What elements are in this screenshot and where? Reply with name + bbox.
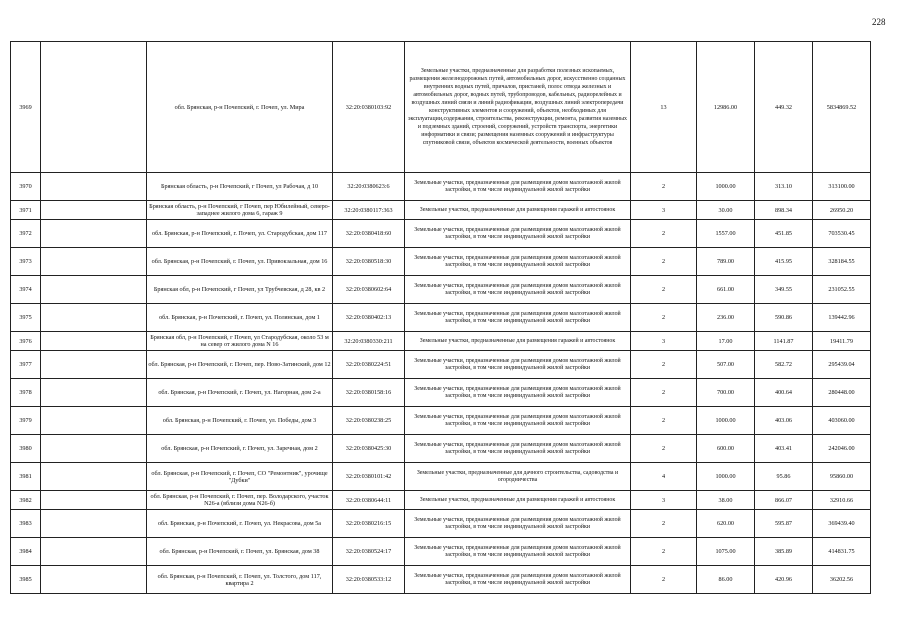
specific-value-cell: 449.32: [755, 42, 813, 173]
cadastral-number-cell: 32:20:0380425:30: [333, 435, 405, 463]
area-cell: 620.00: [697, 510, 755, 538]
area-cell: 17.00: [697, 332, 755, 351]
table-row: [11, 173, 871, 201]
address-cell: обл. Брянская, р-н Почепский, г. Почеп, ул. Брянская, дом 38: [147, 538, 333, 566]
table-row: [11, 538, 871, 566]
specific-value-cell: 582.72: [755, 351, 813, 379]
empty-cell: [41, 407, 147, 435]
cadastral-number-cell: 32:20:0380224:51: [333, 351, 405, 379]
empty-cell: [41, 42, 147, 173]
table-row: [11, 510, 871, 538]
table-row: [11, 248, 871, 276]
cadastral-value-cell: 19411.79: [813, 332, 871, 351]
group-cell: 2: [631, 351, 697, 379]
land-use-cell: Земельные участки, предназначенные для размещения домов малоэтажной жилой застройки, в том числе индивидуальной жилой застройки: [405, 220, 631, 248]
address-cell: обл. Брянская, р-н Почепский, г. Почеп, пер. Володарского, участок N26-а (вблизи дома N26-б): [147, 491, 333, 510]
cadastral-value-cell: 231052.55: [813, 276, 871, 304]
table-row: [11, 463, 871, 491]
group-cell: 2: [631, 435, 697, 463]
table-row: [11, 42, 871, 173]
area-cell: 12986.00: [697, 42, 755, 173]
cadastral-value-cell: 32910.66: [813, 491, 871, 510]
row-number-cell: 3980: [11, 435, 41, 463]
cadastral-value-cell: 328184.55: [813, 248, 871, 276]
cadastral-number-cell: 32:20:0380524:17: [333, 538, 405, 566]
area-cell: 236.00: [697, 304, 755, 332]
specific-value-cell: 420.96: [755, 566, 813, 594]
cadastral-number-cell: 32:20:0380533:12: [333, 566, 405, 594]
cadastral-number-cell: 32:20:0380216:15: [333, 510, 405, 538]
row-number-cell: 3982: [11, 491, 41, 510]
specific-value-cell: 898.34: [755, 201, 813, 220]
specific-value-cell: 385.89: [755, 538, 813, 566]
cadastral-number-cell: 32:20:0380623:6: [333, 173, 405, 201]
group-cell: 2: [631, 407, 697, 435]
table-row: [11, 332, 871, 351]
empty-cell: [41, 379, 147, 407]
area-cell: 661.00: [697, 276, 755, 304]
table-row: [11, 201, 871, 220]
land-use-cell: Земельные участки, предназначенные для размещения домов малоэтажной жилой застройки, в том числе индивидуальной жилой застройки: [405, 304, 631, 332]
area-cell: 789.00: [697, 248, 755, 276]
table-body: [11, 42, 871, 594]
specific-value-cell: 866.07: [755, 491, 813, 510]
specific-value-cell: 403.41: [755, 435, 813, 463]
address-cell: обл. Брянская, р-н Почепский, г. Почеп, СО "Ремонтник", урочище "Дубки": [147, 463, 333, 491]
specific-value-cell: 95.86: [755, 463, 813, 491]
cadastral-number-cell: 32:20:0380602:64: [333, 276, 405, 304]
row-number-cell: 3983: [11, 510, 41, 538]
table-row: [11, 220, 871, 248]
area-cell: 1000.00: [697, 173, 755, 201]
land-use-cell: Земельные участки, предназначенные для размещения гаражей и автостоянок: [405, 332, 631, 351]
row-number-cell: 3979: [11, 407, 41, 435]
group-cell: 2: [631, 220, 697, 248]
row-number-cell: 3981: [11, 463, 41, 491]
row-number-cell: 3978: [11, 379, 41, 407]
group-cell: 2: [631, 276, 697, 304]
area-cell: 1000.00: [697, 463, 755, 491]
row-number-cell: 3969: [11, 42, 41, 173]
address-cell: обл. Брянская, р-н Почепский, г. Почеп, ул. Некрасова, дом 5а: [147, 510, 333, 538]
group-cell: 2: [631, 304, 697, 332]
row-number-cell: 3972: [11, 220, 41, 248]
row-number-cell: 3970: [11, 173, 41, 201]
address-cell: Брянская обл, р-н Почепский, г Почеп, ул Трубчевская, д 28, кв 2: [147, 276, 333, 304]
cadastral-value-cell: 703530.45: [813, 220, 871, 248]
land-use-cell: Земельные участки, предназначенные для размещения гаражей и автостоянок: [405, 201, 631, 220]
cadastral-number-cell: 32:20:0380101:42: [333, 463, 405, 491]
group-cell: 2: [631, 248, 697, 276]
empty-cell: [41, 463, 147, 491]
cadastral-value-cell: 95860.00: [813, 463, 871, 491]
land-use-cell: Земельные участки, предназначенные для размещения домов малоэтажной жилой застройки, в том числе индивидуальной жилой застройки: [405, 173, 631, 201]
cadastral-value-table-container: [10, 41, 871, 594]
row-number-cell: 3971: [11, 201, 41, 220]
table-row: [11, 351, 871, 379]
address-cell: обл. Брянская, р-н Почепский, г. Почеп, ул. Заречная, дом 2: [147, 435, 333, 463]
cadastral-number-cell: 32:20:0380518:30: [333, 248, 405, 276]
address-cell: обл. Брянская, р-н Почепский, г. Почеп, ул. Мира: [147, 42, 333, 173]
land-use-cell: Земельные участки, предназначенные для размещения домов малоэтажной жилой застройки, в том числе индивидуальной жилой застройки: [405, 538, 631, 566]
land-use-cell: Земельные участки, предназначенные для дачного строительства, садоводства и огородничества: [405, 463, 631, 491]
address-cell: обл. Брянская, р-н Почепский, г. Почеп, ул. Победы, дом 3: [147, 407, 333, 435]
specific-value-cell: 1141.87: [755, 332, 813, 351]
row-number-cell: 3977: [11, 351, 41, 379]
row-number-cell: 3975: [11, 304, 41, 332]
empty-cell: [41, 173, 147, 201]
area-cell: 1000.00: [697, 407, 755, 435]
empty-cell: [41, 351, 147, 379]
cadastral-value-cell: 295439.04: [813, 351, 871, 379]
address-cell: Брянская область, р-н Почепский, г Почеп, ул Рабочая, д 10: [147, 173, 333, 201]
empty-cell: [41, 276, 147, 304]
cadastral-value-cell: 280448.00: [813, 379, 871, 407]
address-cell: обл. Брянская, р-н Почепский, г. Почеп, ул. Нагорная, дом 2-а: [147, 379, 333, 407]
row-number-cell: 3974: [11, 276, 41, 304]
group-cell: 13: [631, 42, 697, 173]
land-use-cell: Земельные участки, предназначенные для размещения домов малоэтажной жилой застройки, в том числе индивидуальной жилой застройки: [405, 435, 631, 463]
cadastral-value-cell: 414831.75: [813, 538, 871, 566]
cadastral-value-cell: 36202.56: [813, 566, 871, 594]
table-row: [11, 435, 871, 463]
empty-cell: [41, 220, 147, 248]
cadastral-value-cell: 369439.40: [813, 510, 871, 538]
specific-value-cell: 590.86: [755, 304, 813, 332]
land-use-cell: Земельные участки, предназначенные для размещения домов малоэтажной жилой застройки, в том числе индивидуальной жилой застройки: [405, 379, 631, 407]
cadastral-number-cell: 32:20:0380644:11: [333, 491, 405, 510]
cadastral-value-cell: 242046.00: [813, 435, 871, 463]
row-number-cell: 3976: [11, 332, 41, 351]
cadastral-value-cell: 403060.00: [813, 407, 871, 435]
address-cell: обл. Брянская, р-н Почепский, г. Почеп, ул. Толстого, дом 117, квартира 2: [147, 566, 333, 594]
empty-cell: [41, 435, 147, 463]
page-number: 228: [872, 17, 886, 27]
cadastral-number-cell: 32:20:0380117:363: [333, 201, 405, 220]
land-use-cell: Земельные участки, предназначенные для размещения домов малоэтажной жилой застройки, в том числе индивидуальной жилой застройки: [405, 407, 631, 435]
table-row: [11, 304, 871, 332]
specific-value-cell: 415.95: [755, 248, 813, 276]
empty-cell: [41, 304, 147, 332]
cadastral-number-cell: 32:20:0380158:16: [333, 379, 405, 407]
group-cell: 3: [631, 491, 697, 510]
cadastral-value-table: [10, 41, 871, 594]
group-cell: 2: [631, 566, 697, 594]
cadastral-number-cell: 32:20:0380103:92: [333, 42, 405, 173]
cadastral-number-cell: 32:20:0380402:13: [333, 304, 405, 332]
land-use-cell: Земельные участки, предназначенные для размещения домов малоэтажной жилой застройки, в том числе индивидуальной жилой застройки: [405, 510, 631, 538]
specific-value-cell: 400.64: [755, 379, 813, 407]
group-cell: 2: [631, 510, 697, 538]
group-cell: 2: [631, 173, 697, 201]
address-cell: Брянская обл, р-н Почепский, г Почеп, ул Стародубская, около 53 м на север от жилого дома N 16: [147, 332, 333, 351]
area-cell: 30.00: [697, 201, 755, 220]
cadastral-number-cell: 32:20:0380238:25: [333, 407, 405, 435]
land-use-cell: Земельные участки, предназначенные для размещения домов малоэтажной жилой застройки, в том числе индивидуальной жилой застройки: [405, 248, 631, 276]
cadastral-number-cell: 32:20:0380418:60: [333, 220, 405, 248]
area-cell: 86.00: [697, 566, 755, 594]
empty-cell: [41, 510, 147, 538]
empty-cell: [41, 538, 147, 566]
land-use-cell: Земельные участки, предназначенные для размещения домов малоэтажной жилой застройки, в том числе индивидуальной жилой застройки: [405, 276, 631, 304]
area-cell: 507.00: [697, 351, 755, 379]
specific-value-cell: 403.06: [755, 407, 813, 435]
empty-cell: [41, 491, 147, 510]
specific-value-cell: 349.55: [755, 276, 813, 304]
row-number-cell: 3973: [11, 248, 41, 276]
land-use-cell: Земельные участки, предназначенные для размещения домов малоэтажной жилой застройки, в том числе индивидуальной жилой застройки: [405, 566, 631, 594]
group-cell: 4: [631, 463, 697, 491]
address-cell: Брянская область, р-н Почепский, г Почеп, пер Юбилейный, северо-западнее жилого дома 6, гараж 9: [147, 201, 333, 220]
table-row: [11, 379, 871, 407]
area-cell: 1557.00: [697, 220, 755, 248]
area-cell: 38.00: [697, 491, 755, 510]
address-cell: обл. Брянская, р-н Почепский, г. Почеп, пер. Ново-Затинский, дом 12: [147, 351, 333, 379]
group-cell: 3: [631, 201, 697, 220]
land-use-cell: Земельные участки, предназначенные для размещения домов малоэтажной жилой застройки, в том числе индивидуальной жилой застройки: [405, 351, 631, 379]
empty-cell: [41, 201, 147, 220]
empty-cell: [41, 332, 147, 351]
land-use-cell: Земельные участки, предназначенные для разработки полезных ископаемых, размещения железнодорожных путей, автомобильных дорог, искусственно созданных внутренних водных путей, причалов, пристаней, полос отвода железных и автомобильных дорог, водных путей, трубопроводов, кабельных, радиорелейных и воздушных линий связи и линий радиофикации, воздушных линий электропередачи конструктивных элементов и сооружений, объектов, необходимых для эксплуатации,содержания, строительства, реконструкции, ремонта, развития наземных и подземных зданий, строений, сооружений, устройств транспорта, энергетики информатики и связи; размещения наземных сооружений и инфраструктуры спутниковой связи, объектов космической деятельности, военных объектов: [405, 42, 631, 173]
address-cell: обл. Брянская, р-н Почепский, г. Почеп, ул. Полянская, дом 1: [147, 304, 333, 332]
cadastral-value-cell: 313100.00: [813, 173, 871, 201]
table-row: [11, 276, 871, 304]
specific-value-cell: 313.10: [755, 173, 813, 201]
group-cell: 3: [631, 332, 697, 351]
group-cell: 2: [631, 379, 697, 407]
address-cell: обл. Брянская, р-н Почепский, г. Почеп, ул. Привокзальная, дом 16: [147, 248, 333, 276]
empty-cell: [41, 566, 147, 594]
empty-cell: [41, 248, 147, 276]
land-use-cell: Земельные участки, предназначенные для размещения гаражей и автостоянок: [405, 491, 631, 510]
row-number-cell: 3984: [11, 538, 41, 566]
cadastral-number-cell: 32:20:0380330:211: [333, 332, 405, 351]
cadastral-value-cell: 26950.20: [813, 201, 871, 220]
address-cell: обл. Брянская, р-н Почепский, г. Почеп, ул. Стародубская, дом 117: [147, 220, 333, 248]
group-cell: 2: [631, 538, 697, 566]
area-cell: 1075.00: [697, 538, 755, 566]
table-row: [11, 407, 871, 435]
row-number-cell: 3985: [11, 566, 41, 594]
specific-value-cell: 451.85: [755, 220, 813, 248]
area-cell: 700.00: [697, 379, 755, 407]
cadastral-value-cell: 5834869.52: [813, 42, 871, 173]
area-cell: 600.00: [697, 435, 755, 463]
cadastral-value-cell: 139442.96: [813, 304, 871, 332]
specific-value-cell: 595.87: [755, 510, 813, 538]
table-row: [11, 566, 871, 594]
table-row: [11, 491, 871, 510]
